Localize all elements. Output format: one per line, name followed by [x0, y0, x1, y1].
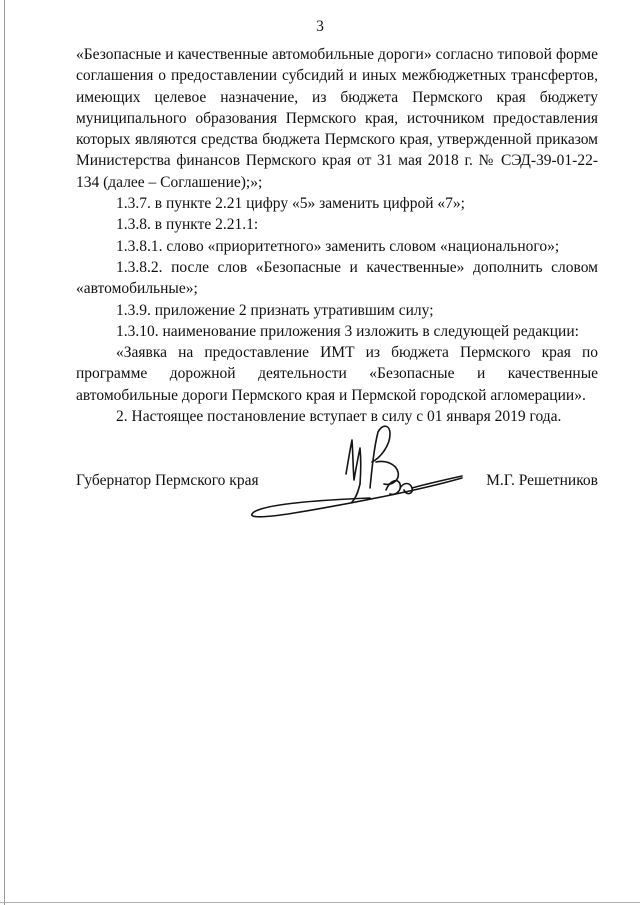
scan-edge-line [4, 0, 5, 905]
page-number: 3 [316, 18, 324, 35]
paragraph-item-1-3-7: 1.3.7. в пункте 2.21 цифру «5» заменить цифрой «7»; [116, 195, 465, 213]
paragraph-item-1-3-8: 1.3.8. в пункте 2.21.1: [116, 216, 259, 234]
paragraph-continuation: «Безопасные и качественные автомобильные дороги» согласно типовой форме соглашения о предоставлении субсидий и иных межбюджетных трансфертов, имеющих целевое назначение, из бюджета Пермского края бюджету муниципального образования Пермского края, источником предоставления которых являются средства бюджета Пермского края, утвержденной приказом Министерства финансов Пермского края от 31 мая 2018 г. № СЭД-39-01-22-134 (далее – Соглашение);»; [76, 46, 598, 191]
paragraph-item-1-3-9: 1.3.9. приложение 2 признать утратившим силу; [116, 301, 434, 319]
paragraph-item-1-3-8-2: 1.3.8.2. после слов «Безопасные и качественные» дополнить словом «автомобильные»; [76, 258, 598, 298]
paragraph-item-1-3-8-1: 1.3.8.1. слово «приоритетного» заменить словом «национального»; [116, 237, 560, 255]
signatory-position: Губернатор Пермского края [76, 472, 259, 489]
paragraph-effective-date: 2. Настоящее постановление вступает в силу с 01 января 2019 года. [116, 408, 562, 426]
signature-block [76, 472, 598, 502]
signatory-name: М.Г. Решетников [486, 472, 598, 489]
scan-bottom-edge [0, 902, 640, 903]
paragraph-item-1-3-10: 1.3.10. наименование приложения 3 изложить в следующей редакции: [116, 322, 579, 340]
document-body [76, 44, 598, 427]
paragraph-application-title: «Заявка на предоставление ИМТ из бюджета Пермского края по программе дорожной деятельности «Безопасные и качественные автомобильные дороги Пермского края и Пермской городской агломерации». [76, 344, 598, 404]
